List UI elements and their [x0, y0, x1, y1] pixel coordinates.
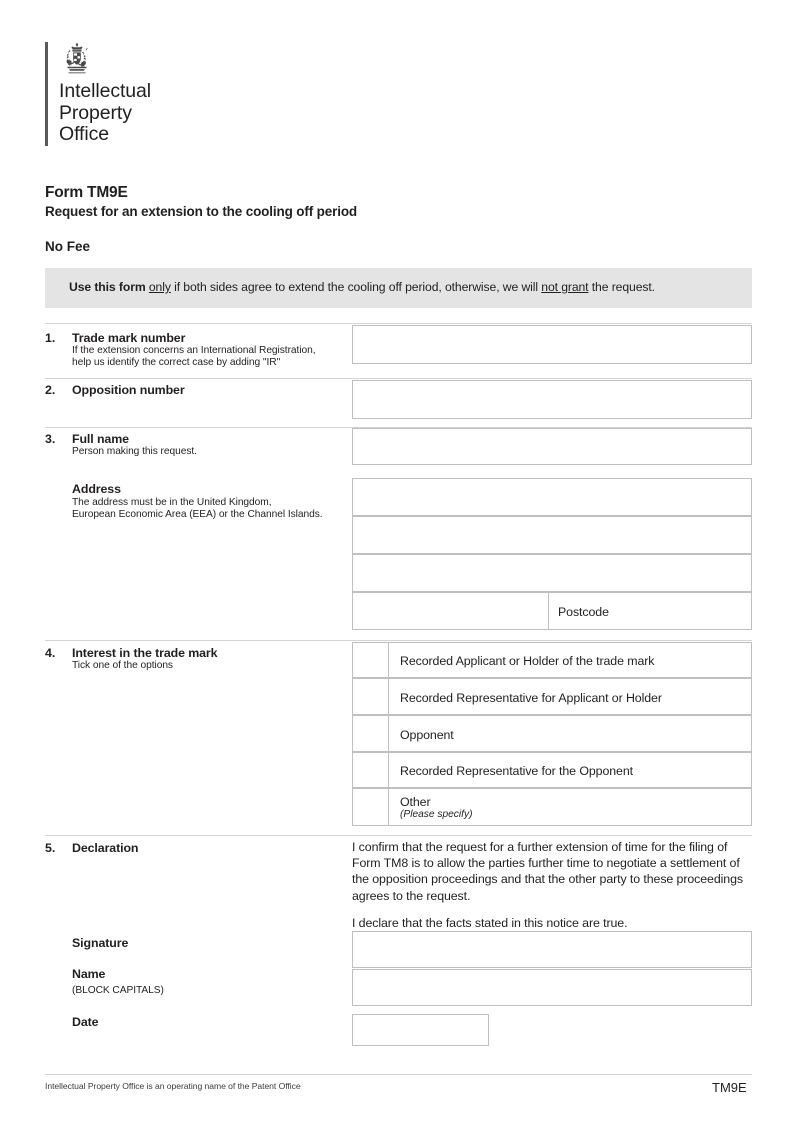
name-input[interactable]: [352, 969, 752, 1006]
section-4-number: 4.: [45, 646, 56, 660]
divider-section-5: [45, 835, 752, 836]
option-checkbox-3[interactable]: [352, 715, 389, 752]
logo-line-intellectual: Intellectual: [59, 80, 152, 102]
section-1-label: Trade mark number: [72, 331, 186, 345]
notice-emphasis-not-grant: not grant: [541, 280, 589, 294]
section-2-label: Opposition number: [72, 383, 185, 397]
option-label-5: Other: [400, 795, 431, 809]
declaration-paragraph-1: I confirm that the request for a further extension of time for the filing of Form TM8 is to allow the parties further time to negotiate a settlement of the opposition proceedings and that the other party to these proceedings agrees to the request.: [352, 840, 743, 903]
date-input[interactable]: [352, 1014, 489, 1046]
option-checkbox-5[interactable]: [352, 788, 389, 826]
section-2-number: 2.: [45, 383, 56, 397]
section-1-hint-line1: If the extension concerns an International Registration,: [72, 345, 316, 356]
divider-section-1: [45, 323, 752, 324]
option-label-1: Recorded Applicant or Holder of the trade mark: [400, 654, 655, 668]
opposition-number-input[interactable]: [352, 380, 752, 419]
address-label: Address: [72, 482, 121, 496]
date-label: Date: [72, 1015, 99, 1029]
declaration-paragraph-2: I declare that the facts stated in this notice are true.: [352, 916, 628, 930]
logo-line-property: Property: [59, 101, 132, 124]
section-3-label: Full name: [72, 432, 129, 446]
footer-divider: [45, 1074, 752, 1075]
address-line-1-input[interactable]: [352, 478, 752, 516]
section-5-label: Declaration: [72, 841, 139, 855]
signature-input[interactable]: [352, 931, 752, 968]
notice-part2: if both sides agree to extend the cooling off period, otherwise, we will: [170, 280, 542, 294]
option-label-2: Recorded Representative for Applicant or Holder: [400, 691, 662, 705]
name-label: Name: [72, 967, 106, 981]
page-title: Form TM9E: [45, 184, 128, 201]
notice-emphasis-only: only: [148, 280, 171, 294]
logo-line-office: Office: [59, 123, 109, 145]
full-name-input[interactable]: [352, 428, 752, 465]
option-checkbox-1[interactable]: [352, 642, 389, 678]
logo-vertical-bar: [45, 42, 48, 146]
address-line-3-input[interactable]: [352, 554, 752, 592]
notice-part3: the request.: [588, 280, 655, 294]
address-town-input[interactable]: [352, 592, 549, 630]
section-1-hint-line2: help us identify the correct case by adding "IR": [72, 357, 281, 368]
section-4-hint: Tick one of the options: [72, 660, 173, 671]
trade-mark-number-input[interactable]: [352, 325, 752, 364]
divider-section-4: [45, 640, 752, 641]
postcode-label: Postcode: [558, 605, 609, 619]
address-line-2-input[interactable]: [352, 516, 752, 554]
footer-form-code: TM9E: [712, 1080, 747, 1095]
footer-legal-text: Intellectual Property Office is an operating name of the Patent Office: [45, 1081, 301, 1091]
option-checkbox-2[interactable]: [352, 678, 389, 715]
fee-label: No Fee: [45, 239, 91, 254]
address-hint-line2: European Economic Area (EEA) or the Channel Islands.: [72, 509, 323, 520]
section-1-number: 1.: [45, 331, 56, 345]
option-sublabel-5: (Please specify): [400, 809, 473, 820]
section-3-hint: Person making this request.: [72, 446, 197, 457]
section-5-number: 5.: [45, 841, 56, 855]
signature-label: Signature: [72, 936, 129, 950]
royal-coat-of-arms-icon: [59, 42, 95, 76]
name-hint: (BLOCK CAPITALS): [72, 985, 164, 996]
option-checkbox-4[interactable]: [352, 752, 389, 788]
option-label-4: Recorded Representative for the Opponent: [400, 764, 633, 778]
section-4-label: Interest in the trade mark: [72, 646, 218, 660]
divider-section-2: [45, 378, 752, 379]
notice-part1: Use this form: [69, 280, 149, 294]
option-label-3: Opponent: [400, 728, 454, 742]
ipo-logo: [45, 42, 151, 146]
address-hint-line1: The address must be in the United Kingdom,: [72, 497, 272, 508]
page-subtitle: Request for an extension to the cooling off period: [45, 204, 358, 219]
option-row-5[interactable]: [389, 788, 752, 826]
section-3-number: 3.: [45, 432, 56, 446]
notice-text: [69, 280, 655, 294]
notice-banner: [45, 268, 752, 308]
